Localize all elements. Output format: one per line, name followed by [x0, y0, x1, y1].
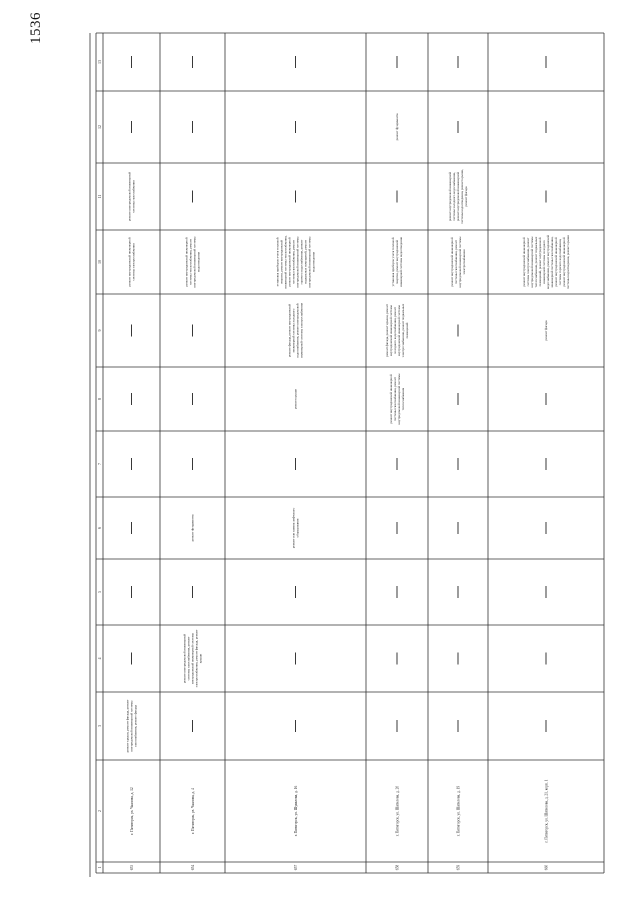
column-number: 6: [97, 527, 102, 529]
cell-line: системы холодного водоснабжения,: [452, 172, 456, 221]
cell-line: водоснабжения, ремонт внутридомовой: [546, 234, 550, 290]
cell-line: системы электроснабжения, ремонт: [526, 237, 530, 287]
cell-line: системы водоотведения, ремонт крыши,: [460, 169, 464, 224]
cell-line: системы газоснабжения, ремонт: [393, 377, 397, 421]
row-number: [294, 865, 298, 871]
cell-line: внутридомовой инженерной системы: [530, 236, 534, 288]
page-number: 1536: [28, 12, 44, 44]
table-row: [522, 56, 571, 870]
work-type-cell: [185, 236, 201, 288]
work-type-cell: [191, 514, 195, 541]
cell-line: водоотведения: [311, 252, 316, 272]
cell-line: системы теплоснабжения, ремонт: [188, 239, 193, 285]
cell-line: энергии, ремонт внутридомовой: [395, 240, 399, 284]
cell-line: ремонт крыши, ремонт фасада, ремонт: [125, 699, 130, 753]
cell-line: г. Пятигорск, ул. Чкалова, д. 4: [190, 788, 195, 834]
table-row: [385, 56, 409, 870]
work-type-cell: [126, 699, 139, 752]
cell-line: ремонт фасада: [544, 320, 548, 341]
cell-line: системы водоотведения, ремонт крыши: [566, 235, 570, 289]
cell-line: энергии, ремонт внутридомовой: [279, 240, 284, 284]
work-type-cell: [389, 373, 405, 425]
row-number: [456, 865, 460, 871]
cell-line: ремонт фасада, ремонт крыши, ремонт: [385, 304, 389, 357]
work-type-cell: [385, 303, 409, 357]
cell-line: внутридомовой инженерной системы: [192, 236, 197, 288]
cell-line: подвальных помещений, ремонт: [303, 240, 308, 284]
column-number: 5: [97, 591, 102, 593]
address-cell: [395, 786, 400, 837]
cell-line: ремонт фасада, ремонт внутридомовой: [287, 303, 292, 358]
table-body: [126, 56, 572, 870]
cell-line: помещений: [405, 322, 409, 339]
address-cell: [294, 786, 299, 837]
table-grid: [90, 33, 604, 877]
row-number: [130, 865, 134, 871]
cell-line: 654: [190, 864, 195, 871]
cell-line: теплоснабжения, ремонт подвальных: [534, 236, 538, 288]
cell-line: электроснабжения: [462, 249, 466, 275]
work-type-cell: [522, 235, 571, 289]
column-number: 4: [97, 657, 102, 660]
cell-line: газоснабжения, ремонт фасада: [133, 705, 138, 747]
cell-line: г. Пятигорск, ул. Шатилова, д. 20: [395, 785, 400, 837]
row-number: [395, 865, 399, 871]
cell-line: ремонт внутридомовой инженерной: [287, 237, 292, 287]
cell-line: ремонт внутридомовой инженерной: [184, 237, 189, 287]
cell-line: ремонт фасада: [464, 186, 468, 207]
cell-line: внутридомовой инженерной системы: [397, 373, 401, 425]
address-cell: [130, 787, 135, 835]
cell-line: внутридомовой инженерной системы: [458, 236, 462, 288]
column-number: 2: [97, 810, 102, 812]
cell-line: г. Пятигорск, ул. Шатилова, д. 19: [456, 785, 461, 837]
column-number: 8: [97, 398, 102, 400]
cell-line: ремонт внутридомовой инженерной: [450, 237, 454, 287]
cell-line: оборудования: [295, 518, 300, 538]
work-type-cell: [544, 320, 548, 340]
table-row: [183, 56, 203, 870]
cell-line: ремонт внутридомовой инженерной: [389, 374, 393, 424]
cell-line: г. Пятигорск, ул. Шатилова, д. 21, корп. 1: [544, 779, 549, 843]
cell-line: инженерной системы холодного: [291, 308, 296, 353]
cell-line: системы газоснабжения, ремонт: [291, 240, 296, 284]
cell-line: 657: [293, 864, 298, 871]
cell-line: внутридомовой инженерной системы: [129, 700, 134, 752]
table-row: [448, 56, 468, 870]
cell-line: помещений, ремонт внутридомовой: [538, 237, 542, 287]
cell-line: электроснабжения, ремонт подвальных: [401, 303, 405, 358]
row-number: [191, 865, 195, 871]
work-type-cell: [294, 389, 298, 409]
cell-line: внутридомовой инженерной системы: [190, 633, 195, 684]
cell-line: г. Пятигорск, ул. Чкалова, д. 12: [129, 787, 134, 835]
cell-line: ремонт внутридомовой инженерной: [182, 633, 187, 684]
cell-line: ремонт фундамента: [395, 113, 399, 141]
cell-line: 658: [395, 864, 400, 871]
address-cell: [191, 788, 196, 834]
cell-line: ремонт крыши: [293, 389, 298, 409]
column-number: 11: [97, 194, 102, 199]
cell-line: водоснабжения, ремонт внутридомовой: [295, 303, 300, 358]
cell-line: инженерной системы холодного: [542, 240, 546, 284]
work-type-cell: [288, 303, 304, 358]
cell-line: электроснабжения, ремонт фасада, ремонт: [194, 629, 199, 688]
cell-line: 653: [129, 864, 134, 871]
cell-line: инженерной системы теплоснабжения,: [283, 235, 288, 289]
cell-line: 660: [544, 864, 549, 871]
work-type-cell: [128, 172, 136, 221]
cell-line: холодного водоснабжения, ремонт: [393, 307, 397, 354]
cell-line: системы горячего водоснабжения,: [558, 238, 562, 286]
cell-line: теплоснабжения: [401, 387, 405, 411]
table-row: [276, 56, 316, 870]
cell-line: внутридомовой инженерной системы: [389, 305, 393, 356]
cell-line: внутридомовой инженерной системы: [397, 305, 401, 356]
work-type-cell: [128, 237, 136, 286]
work-type-cell: [395, 113, 399, 140]
cell-line: ремонт или замена лифтового: [291, 507, 296, 549]
cell-line: внутридомовой инженерной системы: [307, 236, 312, 288]
cell-line: ремонт внутридомовой инженерной: [127, 237, 132, 287]
cell-line: водоотведения: [196, 252, 201, 272]
work-type-cell: [183, 629, 203, 687]
column-number: 13: [97, 60, 102, 64]
cell-line: ремонт внутридомовой инженерной: [456, 171, 460, 222]
cell-line: системы газоснабжения: [131, 180, 136, 213]
cell-line: установка приборов учета тепловой: [275, 237, 280, 287]
cell-line: ремонт внутридомовой инженерной: [522, 237, 526, 287]
column-number: 10: [97, 260, 102, 264]
work-type-cell: [391, 237, 403, 287]
column-number: 3: [97, 725, 102, 727]
cell-line: 659: [456, 864, 461, 871]
cell-line: инженерной системы электроснабжения: [299, 303, 304, 358]
work-type-cell: [448, 169, 468, 224]
work-type-cell: [450, 236, 466, 288]
cell-line: установка приборов учета тепловой: [391, 237, 395, 287]
column-number-row: [97, 60, 102, 869]
table-row: [126, 56, 139, 870]
row-number: [544, 865, 548, 871]
address-cell: [456, 786, 461, 837]
cell-line: крыши: [198, 653, 203, 664]
column-number: 7: [97, 463, 102, 465]
cell-line: ремонт внутридомовой инженерной: [562, 237, 566, 287]
cell-line: ремонт внутридомовой инженерной: [448, 171, 452, 222]
cell-line: горячего водоснабжения, ремонт: [299, 239, 304, 285]
cell-line: внутридомовой инженерной системы: [295, 236, 300, 288]
cell-line: ремонт внутридомовой инженерной: [127, 171, 132, 222]
cell-line: г. Пятигорск, ул. Шувалова, д. 16: [293, 785, 298, 837]
cell-line: системы электроснабжения: [131, 243, 136, 281]
cell-line: инженерной системы газоснабжения,: [550, 236, 554, 288]
column-number: 9: [97, 329, 102, 332]
cell-line: инженерной системы водоотведения: [399, 237, 403, 287]
work-type-cell: [276, 235, 316, 288]
column-number: 1: [97, 866, 102, 869]
cell-line: ремонт фундамента: [190, 514, 195, 542]
cell-line: ремонт внутридомовой инженерной: [554, 237, 558, 287]
cell-line: системы газоснабжения, ремонт: [186, 636, 191, 681]
cell-line: системы газоснабжения, ремонт: [454, 240, 458, 284]
address-cell: [544, 779, 549, 842]
work-type-cell: [292, 507, 300, 548]
column-number: 12: [97, 125, 102, 129]
